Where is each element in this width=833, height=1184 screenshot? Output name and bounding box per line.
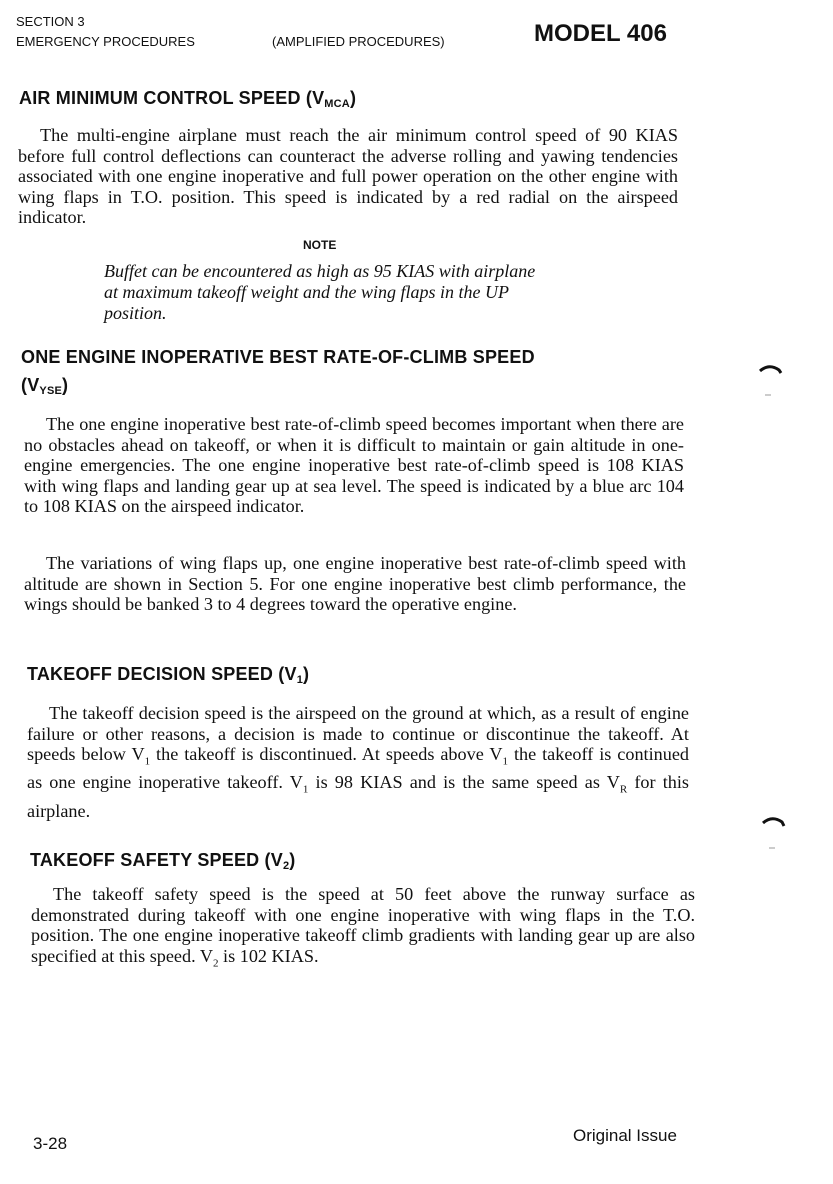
margin-mark-lower <box>760 812 790 852</box>
heading-v2: TAKEOFF SAFETY SPEED $(V_2)$ <box>30 850 296 872</box>
heading-vyse: ONE ENGINE INOPERATIVE BEST RATE-OF-CLIMB SPEED <box>21 347 535 367</box>
paragraph-vyse-2: The variations of wing flaps up, one engine inoperative best rate-of-climb speed with altitude are shown in Section 5. For one engine inoperative best climb performance, the wings should be banked 3 to 4 degrees toward the operative engine. <box>24 553 686 615</box>
page-number: 3-28 <box>33 1134 68 1153</box>
paragraph-v2: The takeoff safety speed is the speed at 50 feet above the runway surface as demonstrated during takeoff with one engine inoperative with wing flaps in the T.O. position. The one engine inoperative takeoff climb gradients with landing gear up are also specified at this speed. $V_2$ is 102 KIAS. <box>31 884 695 970</box>
page-header <box>16 14 696 54</box>
note-text: Buffet can be encountered as high as 95 KIAS with airplane at maximum takeoff weight and the wing flaps in the UP position. <box>104 261 536 323</box>
subsection-title: (AMPLIFIED PROCEDURES) <box>272 34 445 49</box>
model-title: MODEL 406 <box>534 20 667 47</box>
heading-v1: TAKEOFF DECISION SPEED $(V_1)$ <box>27 664 310 686</box>
paragraph-vyse-1: The one engine inoperative best rate-of-climb speed becomes important when there are no obstacles ahead on takeoff, or when it is difficult to maintain or gain altitude in one-engine emergencies. The one engine inoperative best rate-of-climb speed is 108 KIAS with wing flaps and landing gear up at sea level. The speed is indicated by a blue arc 104 to 108 KIAS on the airspeed indicator. <box>24 414 684 517</box>
paragraph-v1: The takeoff decision speed is the airspeed on the ground at which, as a result of engine failure or other reasons, a decision is made to continue or discontinue the takeoff. At speeds below $V_1$ the takeoff is discontinued. At speeds above $V_1$ the takeoff is continued as one engine inoperative takeoff. $V_1$ is 98 KIAS and is the same speed as $V_R$ for this airplane. <box>27 703 689 821</box>
paragraph-vmca: The multi-engine airplane must reach the air minimum control speed of 90 KIAS before full control deflections can counteract the adverse rolling and yawing tendencies associated with one engine inoperative and full power operation on the other engine with wing flaps in T.O. position. This speed is indicated by a red radial on the airspeed indicator. <box>18 125 678 228</box>
margin-mark-upper <box>757 360 787 400</box>
section-title: EMERGENCY PROCEDURES <box>16 34 195 49</box>
heading-vmca: AIR MINIMUM CONTROL SPEED $(V_{MCA})$ <box>19 88 357 110</box>
note-label: NOTE <box>303 238 337 252</box>
heading-vyse-line2: $(V_{YSE})$ <box>21 375 69 397</box>
section-number: SECTION 3 <box>16 14 85 29</box>
issue-label: Original Issue <box>573 1126 677 1145</box>
